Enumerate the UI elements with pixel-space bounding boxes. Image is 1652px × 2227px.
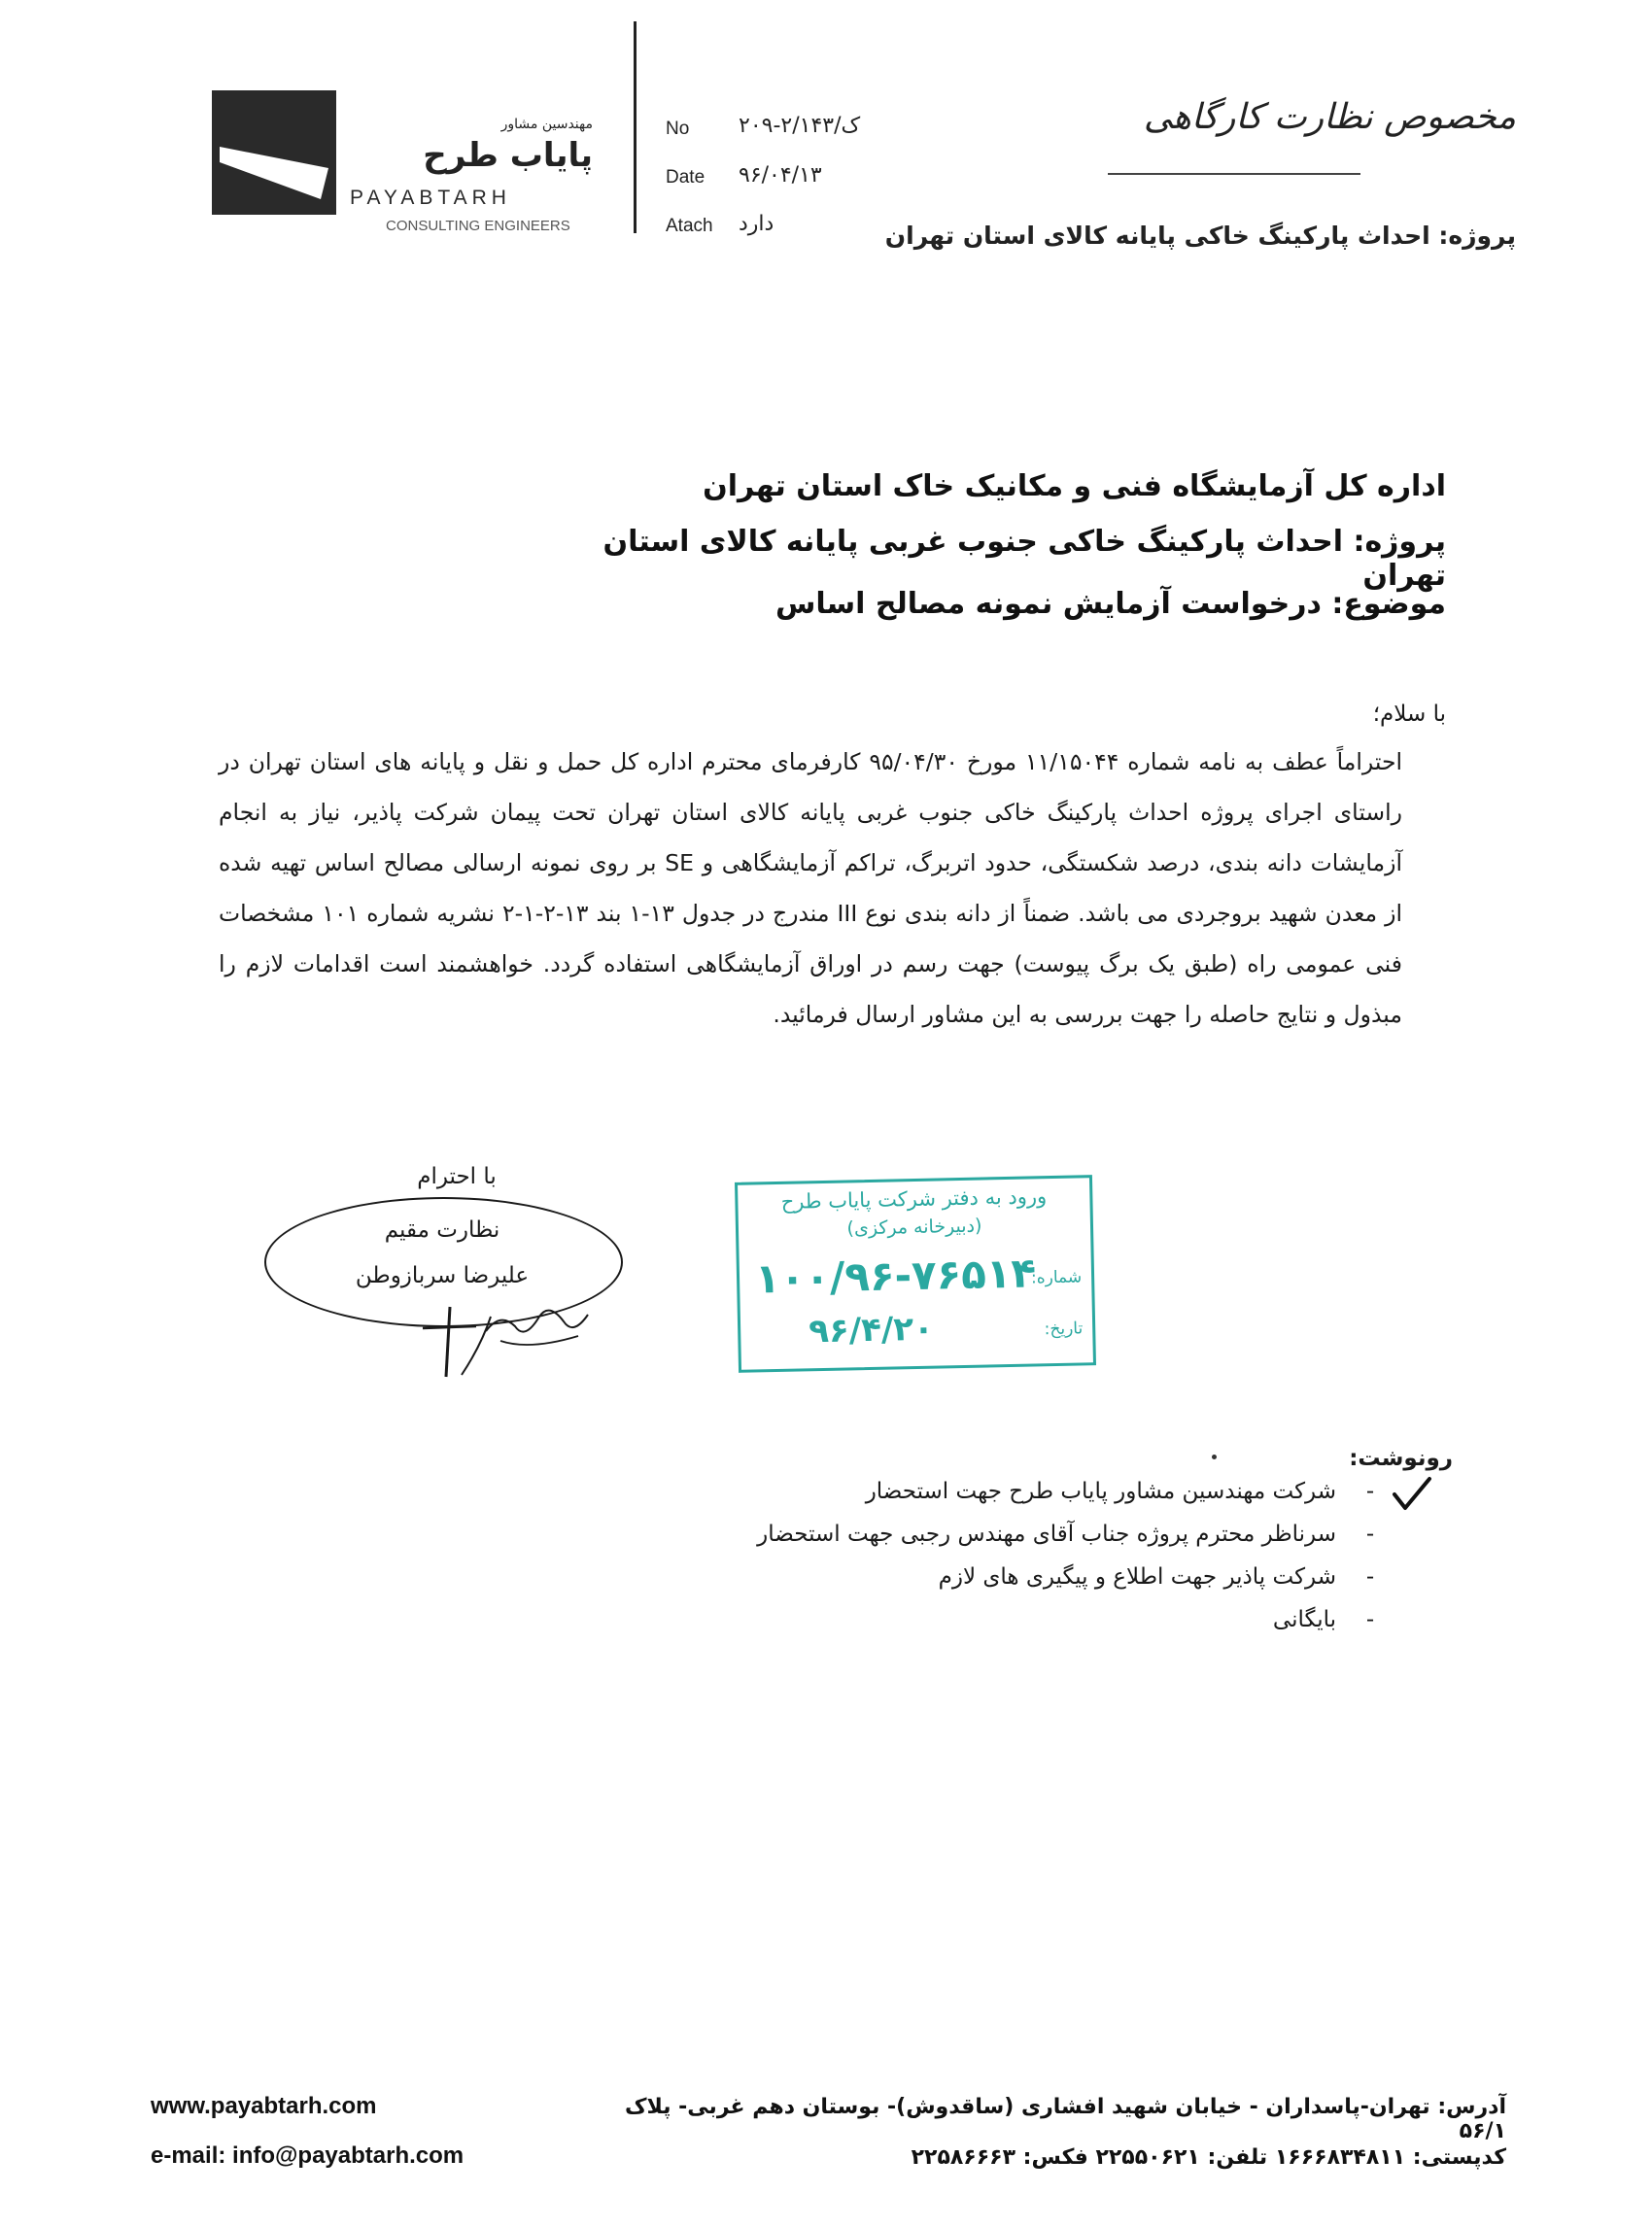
stamp-subtitle: (دبیرخانه مرکزی) — [846, 1215, 982, 1240]
logo-english-subtitle: CONSULTING ENGINEERS — [386, 218, 570, 234]
ink-dot — [1212, 1455, 1217, 1459]
letter-number-value: ۲۰۹-۲/ک/۱۴۳ — [739, 114, 861, 138]
signature-role: نظارت مقیم — [384, 1217, 500, 1243]
addressee-project: پروژه: احداث پارکینگ خاکی جنوب غربی پایانه کالای استان تهران — [602, 525, 1446, 593]
footer-email[interactable]: e-mail: info@payabtarh.com — [151, 2142, 465, 2169]
cc-dash: - — [1365, 1479, 1375, 1504]
cc-heading: رونوشت: — [1349, 1446, 1453, 1471]
header-divider — [634, 21, 637, 233]
letter-attachment-value: دارد — [739, 212, 774, 236]
logo-persian-subtitle: مهندسین مشاور — [500, 117, 593, 132]
checkmark-icon — [1392, 1475, 1432, 1518]
header-title-underline — [1108, 173, 1360, 175]
signature-name: علیرضا سربازوطن — [355, 1263, 530, 1288]
logo-english-name: PAYABTARH — [350, 187, 511, 209]
logo-persian-name: پایاب طرح — [423, 136, 593, 175]
stamp-date-label: تاریخ: — [1044, 1319, 1084, 1340]
cc-item-text: شرکت مهندسین مشاور پایاب طرح جهت استحضار — [865, 1479, 1336, 1504]
stamp-title: ورود به دفتر شرکت پایاب طرح — [780, 1184, 1048, 1214]
cc-list — [680, 1479, 1380, 1650]
cc-dash: - — [1365, 1564, 1375, 1590]
cc-item-text: بایگانی — [1272, 1607, 1336, 1632]
letter-number-label: No — [666, 119, 690, 139]
signature-respect: با احترام — [417, 1164, 497, 1189]
cc-item-text: سرناظر محترم پروژه جناب آقای مهندس رجبی جهت استحضار — [757, 1522, 1336, 1547]
footer-contact: کدپستی: ۱۶۶۶۸۳۴۸۱۱ تلفن: ۲۲۵۵۰۶۲۱ فکس: ۲۲۵۸۶۶۶۳ — [911, 2145, 1506, 2170]
office-receipt-stamp — [735, 1175, 1096, 1373]
cc-item — [680, 1479, 1380, 1522]
body-paragraph: احتراماً عطف به نامه شماره ۱۱/۱۵۰۴۴ مورخ ۹۵/۰۴/۳۰ کارفرمای محترم اداره کل حمل و نقل و پایانه های استان تهران در راستای اجرای پروژه احداث پارکینگ خاکی جنوب غربی پایانه کالای استان تهران تحت پیمان شرکت پاذیر، نیاز به انجام آزمایشات دانه بندی، درصد شکستگی، حدود اتربرگ، تراکم آزمایشگاهی و SE بر روی نمونه ارسالی مصالح اساس تهیه شده از معدن شهید بروجردی می باشد. ضمناً از دانه بندی نوع III مندرج در جدول ۱۳-۱ بند ۱۳-۲-۱-۲ نشریه شماره ۱۰۱ مشخصات فنی عمومی راه (طبق یک برگ پیوست) جهت رسم در اوراق آزمایشگاهی استفاده گردد. خواهشمند است اقدامات لازم را مبذول و نتایج حاصله را جهت بررسی به این مشاور ارسال فرمائید. — [219, 748, 1403, 1028]
addressee-recipient: اداره کل آزمایشگاه فنی و مکانیک خاک استان تهران — [703, 469, 1446, 503]
cc-item — [680, 1522, 1380, 1564]
stamp-number-label: شماره: — [1030, 1267, 1083, 1288]
greeting: با سلام؛ — [1372, 702, 1446, 727]
stamp-date: ۹۶/۴/۲۰ — [808, 1309, 935, 1352]
handwritten-signature — [384, 1287, 607, 1388]
cc-item — [680, 1607, 1380, 1650]
cc-dash: - — [1365, 1522, 1375, 1547]
letter-date-label: Date — [666, 167, 706, 188]
letter-attachment-label: Atach — [666, 216, 713, 236]
letter-date-value: ۹۶/۰۴/۱۳ — [739, 163, 822, 188]
header-project: پروژه: احداث پارکینگ خاکی پایانه کالای استان تهران — [884, 222, 1516, 250]
cc-item — [680, 1564, 1380, 1607]
header-title: مخصوص نظارت کارگاهی — [1143, 97, 1516, 137]
cc-item-text: شرکت پاذیر جهت اطلاع و پیگیری های لازم — [938, 1564, 1336, 1590]
cc-dash: - — [1365, 1607, 1375, 1632]
footer-website[interactable]: www.payabtarh.com — [151, 2093, 377, 2119]
company-logo-mark — [212, 90, 336, 215]
addressee-subject: موضوع: درخواست آزمایش نمونه مصالح اساس — [775, 587, 1446, 621]
footer-address: آدرس: تهران-پاسداران - خیابان شهید افشاری (ساقدوش)- بوستان دهم غربی- پلاک ۵۶/۱ — [625, 2095, 1506, 2143]
stamp-number: ۱۰۰/۹۶-۷۶۵۱۴ — [754, 1249, 1037, 1303]
